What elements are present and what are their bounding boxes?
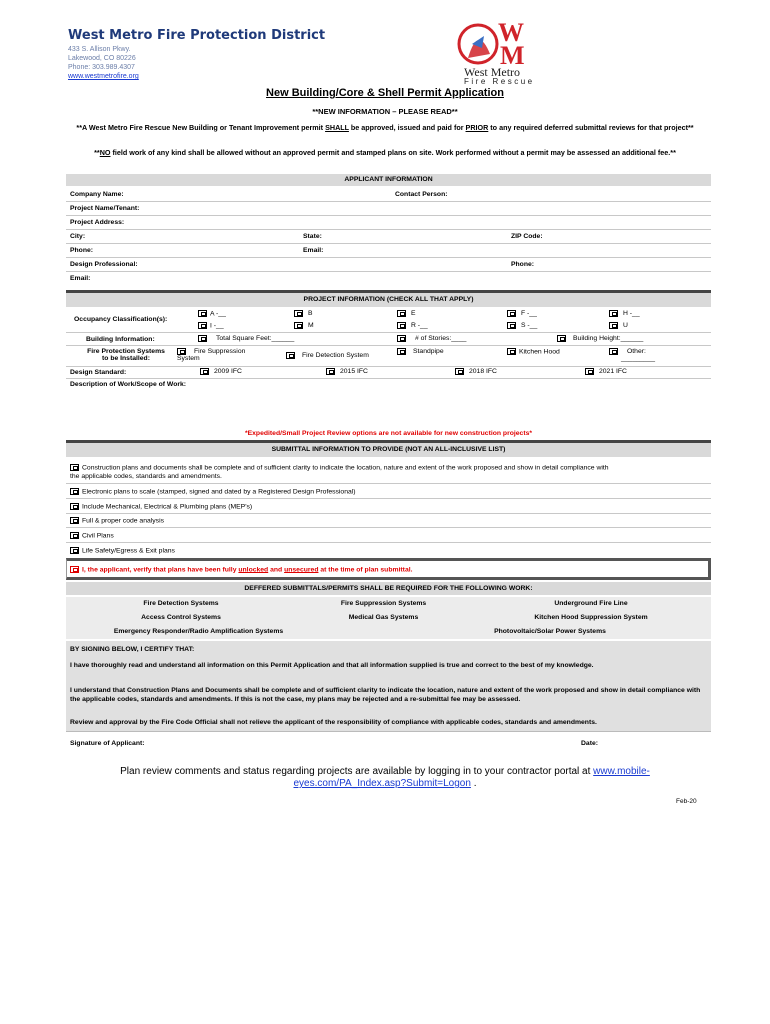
occupancy-checkbox-e[interactable]: E bbox=[397, 310, 416, 317]
certify-paragraph-3: Review and approval by the Fire Code Official shall not relieve the applicant of the responsibility of compliance with applicable codes, standards and amendments. bbox=[70, 719, 597, 726]
checkbox-icon bbox=[70, 532, 79, 539]
standard-2009-checkbox[interactable]: 2009 IFC bbox=[200, 368, 242, 375]
occupancy-checkbox-m[interactable]: M bbox=[294, 322, 314, 329]
submittal-item-life-safety[interactable]: Life Safety/Egress & Exit plans bbox=[70, 547, 175, 554]
logo-text-west-metro: West Metro bbox=[464, 65, 521, 79]
verify-unlocked-checkbox[interactable]: I, the applicant, verify that plans have been fully unlocked and unsecured at the time of plan submittal. bbox=[70, 566, 413, 573]
checkbox-icon bbox=[70, 517, 79, 524]
notice-line-2: **NO field work of any kind shall be allowed without an approved permit and stamped plans on site. Work performed without a permit may be assessed an additional fee.** bbox=[94, 148, 676, 157]
notice-heading: **NEW INFORMATION – PLEASE READ** bbox=[312, 107, 458, 116]
deferred-access-control: Access Control Systems bbox=[141, 614, 221, 621]
notice-line-1: **A West Metro Fire Rescue New Building or Tenant Improvement permit SHALL be approved, issued and paid for PRIOR to any required deferred submittal reviews for that project** bbox=[76, 123, 694, 132]
company-name-field[interactable]: Company Name: bbox=[70, 191, 124, 198]
occupancy-checkbox-f[interactable]: F -__ bbox=[507, 310, 537, 317]
submittal-item-civil-plans[interactable]: Civil Plans bbox=[70, 532, 114, 539]
checkbox-icon bbox=[609, 322, 618, 329]
occupancy-checkbox-b[interactable]: B bbox=[294, 310, 313, 317]
occupancy-checkbox-s[interactable]: S -__ bbox=[507, 322, 537, 329]
project-info-heading: PROJECT INFORMATION (CHECK ALL THAT APPLY) bbox=[66, 290, 711, 307]
occupancy-checkbox-r[interactable]: R -__ bbox=[397, 322, 428, 329]
checkbox-icon bbox=[609, 348, 618, 355]
email-field[interactable]: Email: bbox=[303, 247, 324, 254]
org-name: West Metro Fire Protection District bbox=[68, 28, 326, 43]
signature-row bbox=[66, 731, 711, 757]
checkbox-icon bbox=[70, 488, 79, 495]
deferred-photovoltaic: Photovoltaic/Solar Power Systems bbox=[494, 628, 606, 635]
deferred-heading: DEFFERED SUBMITTALS/PERMITS SHALL BE REQUIRED FOR THE FOLLOWING WORK: bbox=[66, 582, 711, 595]
submittal-item-code-analysis[interactable]: Full & proper code analysis bbox=[70, 517, 164, 524]
deferred-emergency-responder: Emergency Responder/Radio Amplification Systems bbox=[113, 628, 284, 635]
signature-field[interactable]: Signature of Applicant: bbox=[70, 740, 145, 747]
phone-field[interactable]: Phone: bbox=[70, 247, 94, 254]
checkbox-icon bbox=[397, 348, 406, 355]
standard-2021-checkbox[interactable]: 2021 IFC bbox=[585, 368, 627, 375]
deferred-underground-fire-line: Underground Fire Line bbox=[554, 600, 628, 607]
certify-paragraph-1: I have thoroughly read and understand all information on this Permit Application and that all information supplied is true and correct to the best of my knowledge. bbox=[70, 662, 594, 669]
checkbox-icon bbox=[294, 310, 303, 317]
deferred-fire-suppression: Fire Suppression Systems bbox=[340, 600, 427, 607]
certify-paragraph-2: I understand that Construction Plans and Documents shall be complete and of sufficient clarity to indicate the location, nature and extent of the work proposed and show in detail compliance with the applicable codes, standards and amendments. If this is not the case, my plans may be rejected and a re-submittal fee may be assessed. bbox=[70, 687, 701, 703]
checkbox-icon bbox=[70, 566, 79, 573]
state-field[interactable]: State: bbox=[303, 233, 322, 240]
address-line-1: 433 S. Allison Pkwy. bbox=[68, 46, 131, 53]
date-field[interactable]: Date: bbox=[581, 740, 598, 747]
occupancy-checkbox-h[interactable]: H -__ bbox=[609, 310, 640, 317]
project-name-field[interactable]: Project Name/Tenant: bbox=[70, 205, 140, 212]
kitchen-hood-checkbox[interactable]: Kitchen Hood bbox=[507, 348, 560, 355]
total-square-feet-field[interactable]: Total Square Feet:______ bbox=[198, 335, 294, 342]
standpipe-checkbox[interactable]: Standpipe bbox=[397, 348, 444, 355]
description-textarea[interactable] bbox=[66, 390, 711, 426]
design-professional-email-field[interactable]: Email: bbox=[70, 275, 91, 282]
project-address-field[interactable]: Project Address: bbox=[70, 219, 125, 226]
submittal-info-heading: SUBMITTAL INFORMATION TO PROVIDE (NOT AN ALL-INCLUSIVE LIST) bbox=[66, 440, 711, 457]
contact-person-field[interactable]: Contact Person: bbox=[395, 191, 448, 198]
logo-w: W bbox=[498, 18, 524, 47]
checkbox-icon bbox=[70, 503, 79, 510]
logo-text-fire-rescue: Fire Rescue bbox=[464, 77, 535, 86]
checkbox-icon bbox=[200, 368, 209, 375]
checkbox-icon bbox=[70, 547, 79, 554]
checkbox-icon bbox=[286, 352, 295, 359]
standard-2015-checkbox[interactable]: 2015 IFC bbox=[326, 368, 368, 375]
expedited-note: *Expedited/Small Project Review options are not available for new construction projects* bbox=[244, 430, 533, 437]
checkbox-icon bbox=[397, 322, 406, 329]
occupancy-label: Occupancy Classification(s): bbox=[74, 316, 168, 323]
submittal-item-electronic-plans[interactable]: Electronic plans to scale (stamped, signed and dated by a Registered Design Professional) bbox=[70, 488, 356, 495]
occupancy-checkbox-a[interactable]: A -__ bbox=[198, 310, 226, 317]
certify-heading: BY SIGNING BELOW, I CERTIFY THAT: bbox=[70, 646, 195, 653]
portal-notice: Plan review comments and status regarding projects are available by logging in to your contractor portal at www.mobile-eyes.com/PA_Index.asp?Submit=Logon . bbox=[120, 766, 650, 789]
fire-protection-label: Fire Protection Systems to be Installed: bbox=[87, 348, 165, 362]
logo-m: M bbox=[500, 41, 525, 70]
checkbox-icon bbox=[198, 322, 207, 329]
form-date-code: Feb-20 bbox=[676, 798, 697, 805]
deferred-fire-detection: Fire Detection Systems bbox=[143, 600, 219, 607]
checkbox-icon bbox=[609, 310, 618, 317]
submittal-item-construction-plans[interactable]: Construction plans and documents shall be complete and of sufficient clarity to indicate the location, nature and extent of the work proposed and show in detail compliance with the applicable codes, standards and amendments. bbox=[70, 464, 609, 480]
checkbox-icon bbox=[294, 322, 303, 329]
fire-suppression-checkbox[interactable]: Fire Suppression System bbox=[177, 348, 246, 363]
org-phone: Phone: 303.989.4307 bbox=[68, 64, 135, 71]
deferred-medical-gas: Medical Gas Systems bbox=[348, 614, 419, 621]
contractor-portal-link[interactable]: www.mobile-eyes.com/PA_Index.asp?Submit=Logon bbox=[293, 766, 650, 789]
design-professional-field[interactable]: Design Professional: bbox=[70, 261, 138, 268]
standard-2018-checkbox[interactable]: 2018 IFC bbox=[455, 368, 497, 375]
submittal-item-mep[interactable]: Include Mechanical, Electrical & Plumbing plans (MEP's) bbox=[70, 503, 252, 510]
zip-field[interactable]: ZIP Code: bbox=[511, 233, 543, 240]
org-website-link[interactable]: www.westmetrofire.org bbox=[68, 73, 139, 80]
checkbox-icon bbox=[198, 335, 207, 342]
checkbox-icon bbox=[397, 335, 406, 342]
checkbox-icon bbox=[455, 368, 464, 375]
description-label: Description of Work/Scope of Work: bbox=[70, 381, 187, 388]
checkbox-icon bbox=[507, 348, 516, 355]
checkbox-icon bbox=[507, 310, 516, 317]
checkbox-icon bbox=[198, 310, 207, 317]
city-field[interactable]: City: bbox=[70, 233, 86, 240]
checkbox-icon bbox=[177, 348, 186, 355]
checkbox-icon bbox=[585, 368, 594, 375]
other-system-checkbox[interactable]: Other: _________ bbox=[609, 348, 655, 362]
applicant-info-heading: APPLICANT INFORMATION bbox=[66, 174, 711, 186]
building-info-label: Building Information: bbox=[86, 336, 155, 343]
checkbox-icon bbox=[507, 322, 516, 329]
deferred-kitchen-hood-suppression: Kitchen Hood Suppression System bbox=[534, 614, 648, 621]
fire-detection-checkbox[interactable]: Fire Detection System bbox=[286, 352, 369, 359]
checkbox-icon bbox=[557, 335, 566, 342]
design-standard-label: Design Standard: bbox=[70, 369, 127, 376]
checkbox-icon bbox=[397, 310, 406, 317]
checkbox-icon bbox=[326, 368, 335, 375]
page-title: New Building/Core & Shell Permit Application bbox=[266, 87, 504, 99]
building-height-field[interactable]: Building Height:______ bbox=[557, 335, 643, 342]
checkbox-icon bbox=[70, 464, 79, 471]
design-professional-phone-field[interactable]: Phone: bbox=[511, 261, 535, 268]
address-line-2: Lakewood, CO 80226 bbox=[68, 55, 136, 62]
occupancy-checkbox-i[interactable]: I -__ bbox=[198, 322, 224, 329]
occupancy-checkbox-u[interactable]: U bbox=[609, 322, 628, 329]
stories-field[interactable]: # of Stories:____ bbox=[397, 335, 466, 342]
